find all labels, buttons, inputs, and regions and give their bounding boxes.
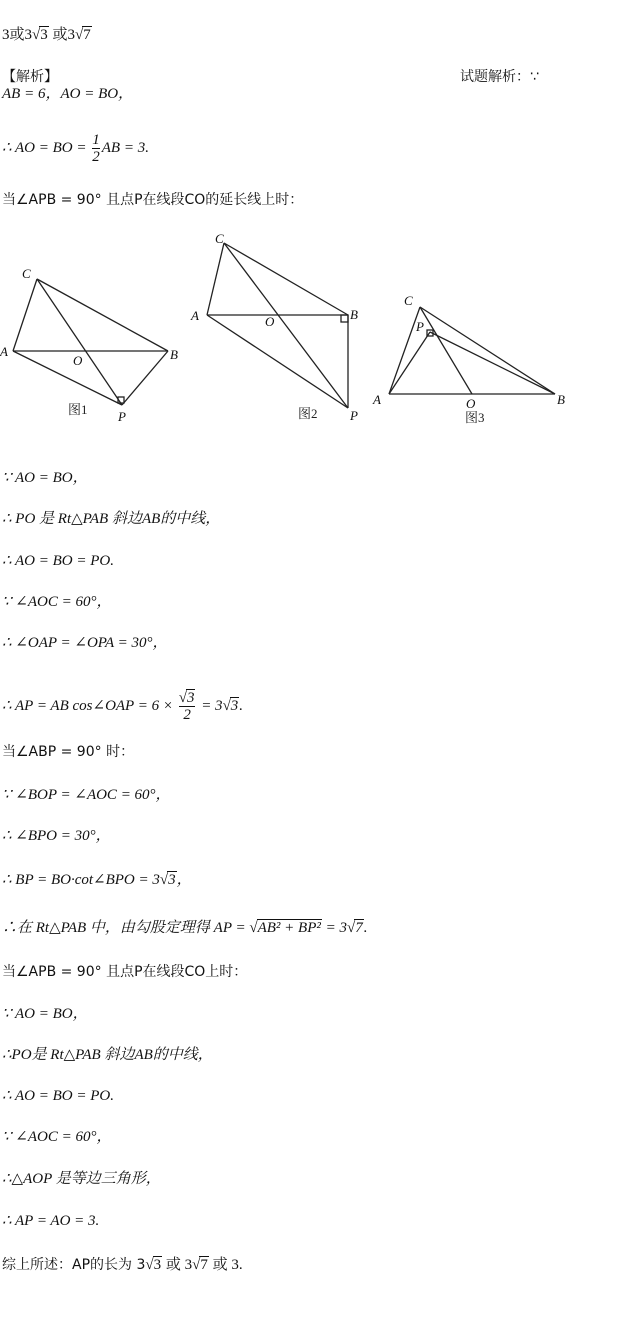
c1-line-4: ∵ ∠AOC = 60°，	[2, 594, 112, 610]
case2-heading: 当∠ABP = 90° 时：	[2, 744, 135, 760]
ap-end: .	[239, 697, 244, 714]
answer-part-b: 或3	[48, 27, 76, 43]
c1-line-5: ∴ ∠OAP = ∠OPA = 30°，	[2, 635, 168, 651]
c3-line-4: ∵ ∠AOC = 60°，	[2, 1129, 112, 1145]
fig1-label-a: A	[0, 344, 8, 359]
fig3-label-o: O	[466, 396, 476, 411]
fig3-label-b: B	[557, 392, 565, 407]
ap-post: = 3	[197, 697, 223, 714]
bp-radicand: 3	[168, 872, 176, 888]
given-line: AB = 6，AO = BO，	[2, 86, 134, 102]
summary-radicand-1: 3	[153, 1257, 162, 1273]
fig1-label-c: C	[22, 266, 31, 281]
figure-3-caption: 图3	[465, 410, 485, 425]
fraction-num: 1	[92, 132, 100, 148]
analysis-label: 【解析】	[2, 69, 58, 85]
c2-line-2: ∴ ∠BPO = 30°，	[2, 828, 111, 844]
ap-num-radicand: 3	[186, 690, 195, 706]
pythag-end: .	[363, 920, 368, 936]
fig3-label-c: C	[404, 293, 413, 308]
fig2-label-b: B	[350, 307, 358, 322]
pythag-pre: ∴在 Rt△PAB 中，由勾股定理得 AP =	[2, 920, 250, 936]
half-fraction	[92, 132, 100, 165]
fig1-label-p: P	[118, 409, 126, 424]
fig3-label-a: A	[373, 392, 381, 407]
c3-line-2: ∴PO是 Rt△PAB 斜边AB的中线，	[2, 1047, 213, 1063]
ap-pre: ∴ AP = AB cos∠OAP = 6 ×	[2, 697, 177, 714]
fig2-label-c: C	[215, 231, 224, 246]
fig1-label-o: O	[73, 353, 83, 368]
ao-bo-pre: ∴ AO = BO =	[2, 139, 91, 156]
ao-bo-post: AB = 3.	[101, 139, 149, 156]
c2-bp-line: ∴ BP = BO·cot∠BPO = 3√3，	[2, 872, 192, 888]
answer-part-a: 3或3	[2, 27, 33, 43]
pythag-result-radicand: 7	[355, 920, 363, 936]
bp-end: ，	[176, 872, 192, 888]
ap-den: 2	[179, 706, 196, 723]
summary-pre: 综上所述：AP的长为 3	[2, 1257, 146, 1273]
c3-line-1: ∵ AO = BO，	[2, 1006, 88, 1022]
fig2-label-o: O	[265, 314, 275, 329]
c2-ap-line: ∴在 Rt△PAB 中，由勾股定理得 AP = √AB² + BP² = 3√7.	[2, 920, 368, 936]
ap-radicand: 3	[230, 697, 239, 714]
c2-line-1: ∵ ∠BOP = ∠AOC = 60°，	[2, 787, 171, 803]
summary-radicand-2: 7	[200, 1257, 208, 1273]
geometry-figures	[0, 228, 600, 428]
fig1-label-b: B	[170, 347, 178, 362]
figure-2-caption: 图2	[298, 406, 318, 421]
summary-mid: 或 3	[162, 1257, 193, 1273]
summary-line: 综上所述：AP的长为 3√3 或 3√7 或 3.	[2, 1257, 243, 1273]
c1-line-1: ∵ AO = BO，	[2, 470, 88, 486]
fig2-label-a: A	[191, 308, 199, 323]
case3-heading: 当∠APB = 90° 且点P在线段CO上时：	[2, 964, 248, 980]
pythag-mid: = 3	[321, 920, 347, 936]
c1-ap-line: ∴ AP = AB cos∠OAP = 6 × $\frac{√3}{2}$ = 3√3.	[2, 690, 244, 723]
c1-line-3: ∴ AO = BO = PO.	[2, 553, 115, 569]
answer-radicand-2: 7	[83, 27, 91, 43]
fig3-label-p: P	[416, 319, 424, 334]
c3-line-6: ∴ AP = AO = 3.	[2, 1213, 100, 1229]
summary-end: 或 3.	[208, 1257, 243, 1273]
bp-pre: ∴ BP = BO·cot∠BPO = 3	[2, 872, 160, 888]
figures-row	[0, 228, 600, 433]
c1-line-2: ∴ PO 是 Rt△PAB 斜边AB的中线，	[2, 511, 221, 527]
analysis-right-label: 试题解析：∵	[460, 69, 539, 85]
sqrt3-over-2: $\frac{√3}{2}$	[178, 690, 195, 723]
case1-heading: 当∠APB = 90° 且点P在线段CO的延长线上时：	[2, 192, 304, 208]
pythag-radicand: AB² + BP²	[257, 920, 321, 936]
figure-1-caption: 图1	[68, 402, 88, 417]
fraction-den: 2	[92, 149, 100, 165]
c3-line-5: ∴△AOP 是等边三角形，	[2, 1171, 161, 1187]
fig2-label-p: P	[350, 408, 358, 423]
c3-line-3: ∴ AO = BO = PO.	[2, 1088, 115, 1104]
ao-bo-line	[2, 132, 149, 165]
answer-line: 3或3√3 或3√7	[2, 27, 91, 43]
answer-radicand-1: 3	[40, 27, 48, 43]
